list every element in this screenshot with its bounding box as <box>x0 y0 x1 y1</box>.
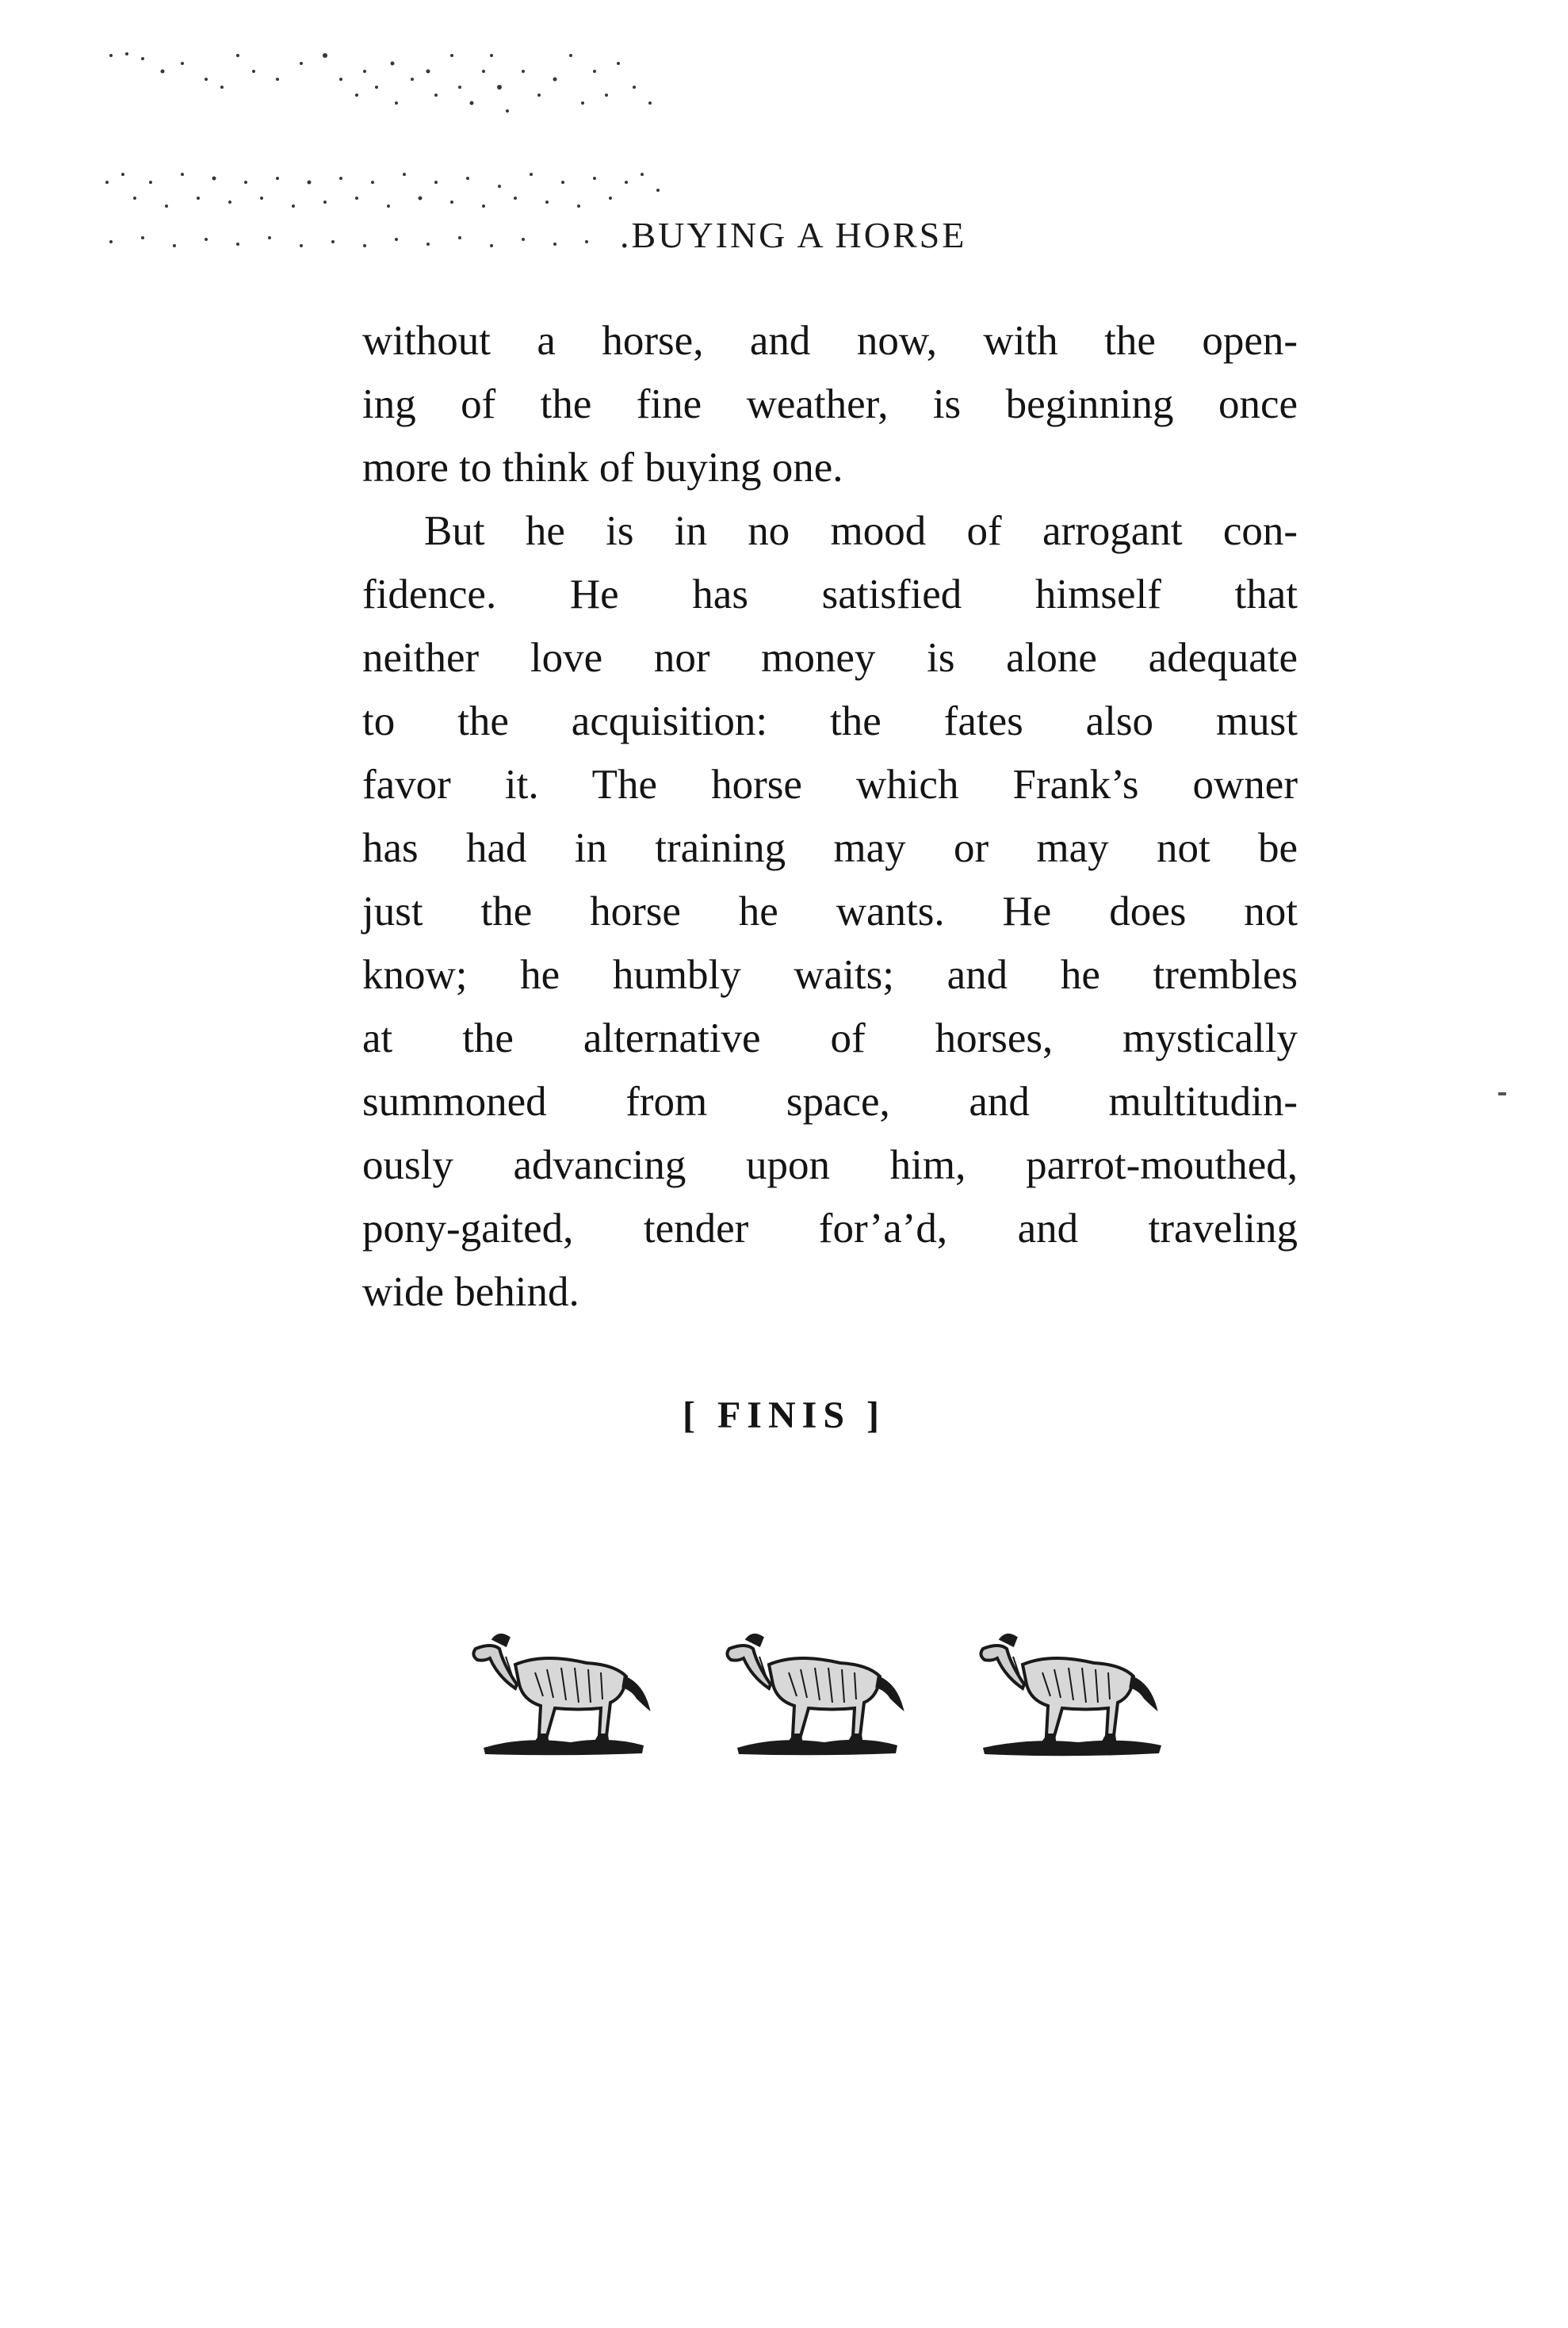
finis-close-bracket: ] <box>866 1394 885 1436</box>
running-head: .BUYING A HORSE <box>620 215 967 255</box>
stray-ink-mark <box>1498 1092 1506 1095</box>
text-line: ing of the fine weather, is beginning once <box>362 381 1298 427</box>
text-line: without a horse, and now, with the open- <box>362 318 1298 364</box>
text-line: ously advancing upon him, parrot-mouthed, <box>362 1142 1298 1188</box>
horse-icon <box>975 1609 1165 1760</box>
text-line: favor it. The horse which Frank’s owner <box>362 762 1298 808</box>
horse-ornament-row <box>468 1609 1165 1768</box>
finis-open-bracket: [ <box>682 1394 702 1436</box>
text-line: at the alternative of horses, mystically <box>362 1015 1298 1061</box>
text-line: has had in training may or may not be <box>362 825 1298 871</box>
text-line: neither love nor money is alone adequate <box>362 635 1298 681</box>
horse-icon <box>468 1609 658 1760</box>
text-line: summoned from space, and multitudin- <box>362 1079 1298 1125</box>
horse-icon <box>721 1609 912 1760</box>
text-line: wide behind. <box>362 1269 579 1315</box>
finis-word: FINIS <box>717 1394 851 1436</box>
text-line: pony-gaited, tender for’a’d, and traveling <box>362 1206 1298 1252</box>
text-line: know; he humbly waits; and he trembles <box>362 952 1298 998</box>
text-line: to the acquisition: the fates also must <box>362 698 1298 744</box>
text-line: But he is in no mood of arrogant con- <box>424 508 1298 554</box>
text-line: just the horse he wants. He does not <box>362 889 1298 935</box>
text-line: more to think of buying one. <box>362 445 843 491</box>
finis-mark <box>0 1393 1568 1437</box>
text-line: fidence. He has satisfied himself that <box>362 571 1298 617</box>
body-text <box>362 309 1298 1324</box>
